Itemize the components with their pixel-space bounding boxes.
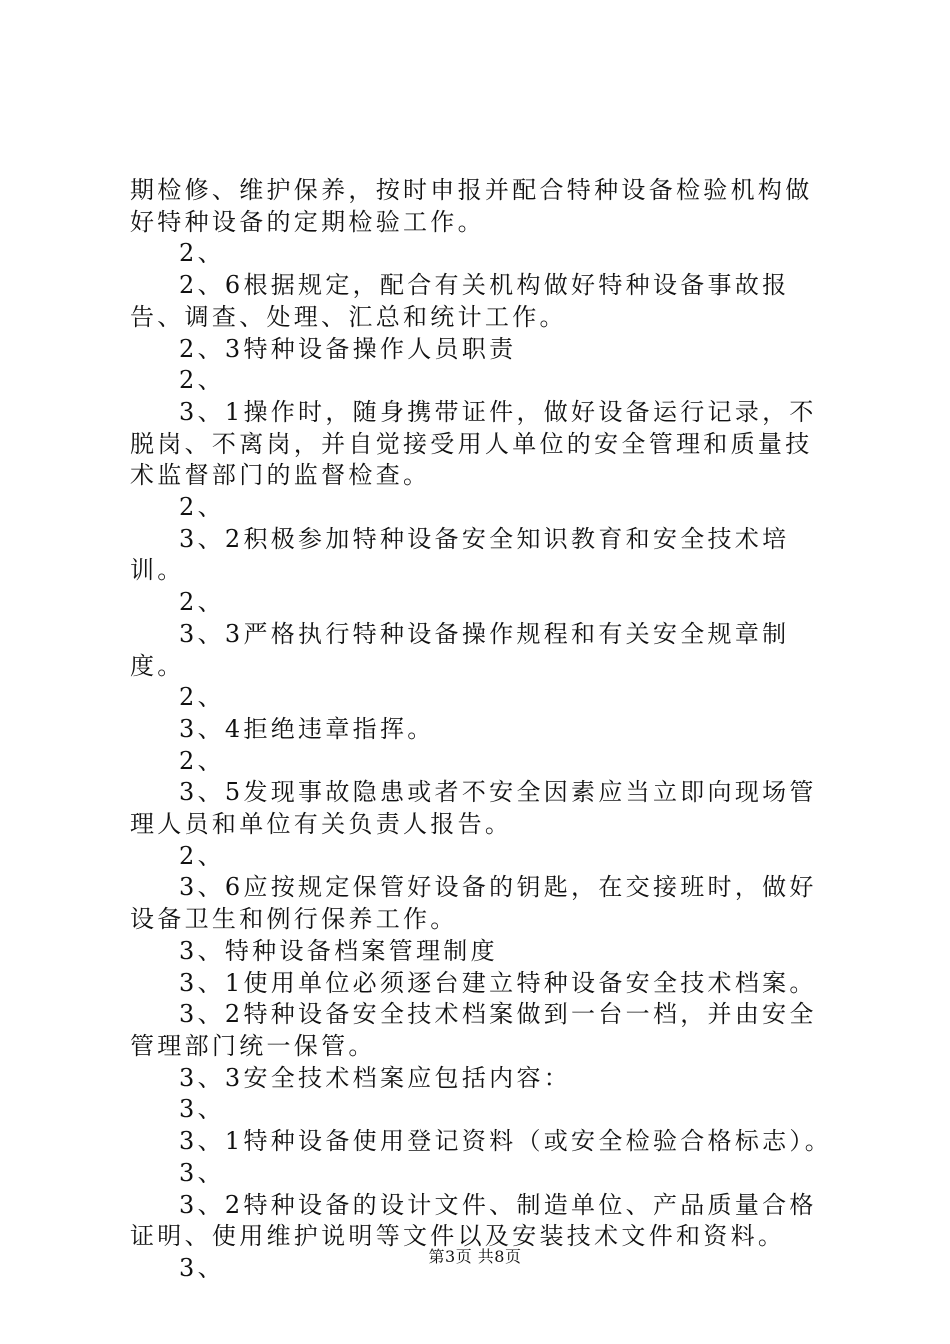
paragraph: 2、 [179,239,225,268]
paragraph: 2、6根据规定，配合有关机构做好特种设备事故报告、调查、处理、汇总和统计工作。 [130,271,790,331]
paragraph: 2、 [179,588,225,617]
paragraph: 3、 [179,1095,225,1124]
paragraph: 3、5发现事故隐患或者不安全因素应当立即向现场管理人员和单位有关负责人报告。 [130,778,817,839]
paragraph: 期检修、维护保养，按时申报并配合特种设备检验机构做好特种设备的定期检验工作。 [130,176,813,236]
section-heading: 2、3特种设备操作人员职责 [179,334,517,363]
section-heading: 3、特种设备档案管理制度 [179,936,498,965]
paragraph: 3、1操作时，随身携带证件，做好设备运行记录，不脱岗、不离岗，并自觉接受用人单位的安全管理和质量技术监督部门的监督检查。 [130,397,817,490]
document-body [130,175,835,1285]
paragraph: 3、3安全技术档案应包括内容： [179,1063,572,1092]
paragraph: 3、4拒绝违章指挥。 [179,714,435,743]
paragraph: 3、 [179,1253,225,1282]
paragraph: 2、 [179,493,225,522]
paragraph: 3、1使用单位必须逐台建立特种设备安全技术档案。 [179,968,817,997]
paragraph: 2、 [179,366,225,395]
paragraph: 3、1特种设备使用登记资料（或安全检验合格标志）。 [179,1127,833,1156]
paragraph: 3、6应按规定保管好设备的钥匙，在交接班时，做好设备卫生和例行保养工作。 [130,873,817,934]
paragraph: 3、3严格执行特种设备操作规程和有关安全规章制度。 [130,619,790,680]
paragraph: 3、 [179,1158,225,1187]
paragraph: 2、 [179,683,225,712]
paragraph: 2、 [179,746,225,775]
paragraph: 3、2特种设备的设计文件、制造单位、产品质量合格证明、使用维护说明等文件以及安装技术文件和资料。 [130,1190,817,1251]
paragraph: 3、2特种设备安全技术档案做到一台一档，并由安全管理部门统一保管。 [130,1000,817,1060]
paragraph: 2、 [179,841,225,870]
page-footer: 第3页 共8页 [428,1247,522,1266]
paragraph: 3、2积极参加特种设备安全知识教育和安全技术培训。 [130,524,790,585]
